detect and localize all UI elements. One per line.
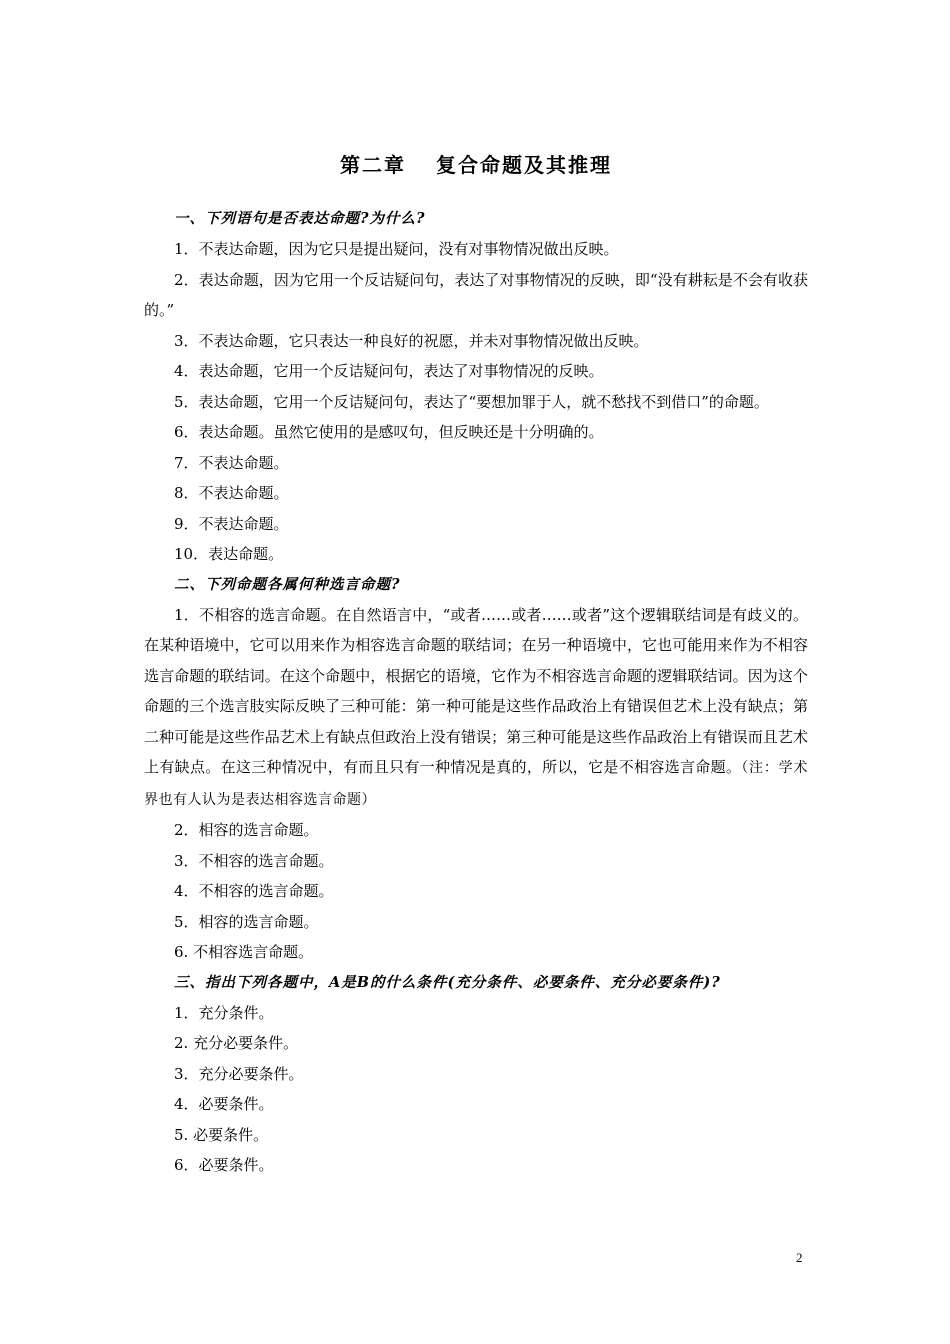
- answer-item: 6．表达命题。虽然它使用的是感叹句，但反映还是十分明确的。: [174, 423, 604, 441]
- section-3: [144, 968, 808, 1181]
- answer-item: [144, 600, 808, 816]
- section-heading: 一、下列语句是否表达命题?为什么?: [174, 210, 426, 227]
- answer-item: 1．不表达命题，因为它只是提出疑问，没有对事物情况做出反映。: [174, 240, 619, 258]
- answer-item: 6．必要条件。: [174, 1156, 274, 1174]
- answer-item: 3．充分必要条件。: [174, 1064, 304, 1083]
- page-number: 2: [796, 1250, 803, 1265]
- answer-item: 5. 必要条件。: [174, 1125, 269, 1144]
- answer-item: 7．不表达命题。: [174, 453, 289, 472]
- answer-item: 1．充分条件。: [174, 1003, 274, 1022]
- section-heading: 二、下列命题各属何种选言命题?: [174, 575, 401, 593]
- answer-note: （注：学术界也有人认为是表达相容选言命题）: [144, 760, 808, 808]
- section-2: [144, 570, 808, 968]
- answer-item: 2．表达命题，因为它用一个反诘疑问句，表达了对事物情况的反映，即“没有耕耘是不会有收获的。”: [144, 270, 808, 319]
- answer-item: 3．不相容的选言命题。: [174, 851, 334, 870]
- section-1: [144, 204, 808, 570]
- answer-item: 4．表达命题，它用一个反诘疑问句，表达了对事物情况的反映。: [174, 362, 604, 380]
- answer-item: 2．相容的选言命题。: [174, 821, 319, 839]
- answer-item: 9．不表达命题。: [174, 514, 289, 533]
- answer-item: 5．相容的选言命题。: [174, 912, 319, 931]
- answer-item: 2. 充分必要条件。: [174, 1034, 299, 1052]
- answer-item: 3．不表达命题，它只表达一种良好的祝愿，并未对事物情况做出反映。: [174, 331, 649, 350]
- chapter-name: 复合命题及其推理: [436, 153, 612, 177]
- section-heading: 三、指出下列各题中，A是B的什么条件(充分条件、必要条件、充分必要条件)?: [174, 973, 721, 991]
- page-content: [144, 150, 808, 1181]
- answer-item: 8．不表达命题。: [174, 484, 289, 502]
- answer-item: 4．不相容的选言命题。: [174, 882, 334, 900]
- chapter-number: 第二章: [340, 153, 406, 177]
- answer-text: 1．不相容的选言命题。在自然语言中，“或者……或者……或者”这个逻辑联结词是有歧义的。在某种语境中，它可以用来作为相容选言命题的联结词；在另一种语境中，它也可能用来作为不相容选言命题的联结词。在这个命题中，根据它的语境，它作为不相容选言命题的逻辑联结词。因为这个命题的三个选言肢实际反映了三种可能：第一种可能是这些作品政治上有错误但艺术上没有缺点；第二种可能是这些作品艺术上有缺点但政治上没有错误；第三种可能是这些作品政治上有错误而且艺术上有缺点。在这三种情况中，有而且只有一种情况是真的，所以，它是不相容选言命题。: [144, 605, 808, 776]
- chapter-title: [144, 150, 808, 180]
- answer-item: 10．表达命题。: [174, 545, 284, 563]
- answer-item: 4．必要条件。: [174, 1095, 274, 1113]
- answer-item: 6. 不相容选言命题。: [174, 943, 314, 961]
- answer-item: 5．表达命题，它用一个反诘疑问句，表达了“要想加罪于人，就不愁找不到借口”的命题。: [174, 392, 769, 411]
